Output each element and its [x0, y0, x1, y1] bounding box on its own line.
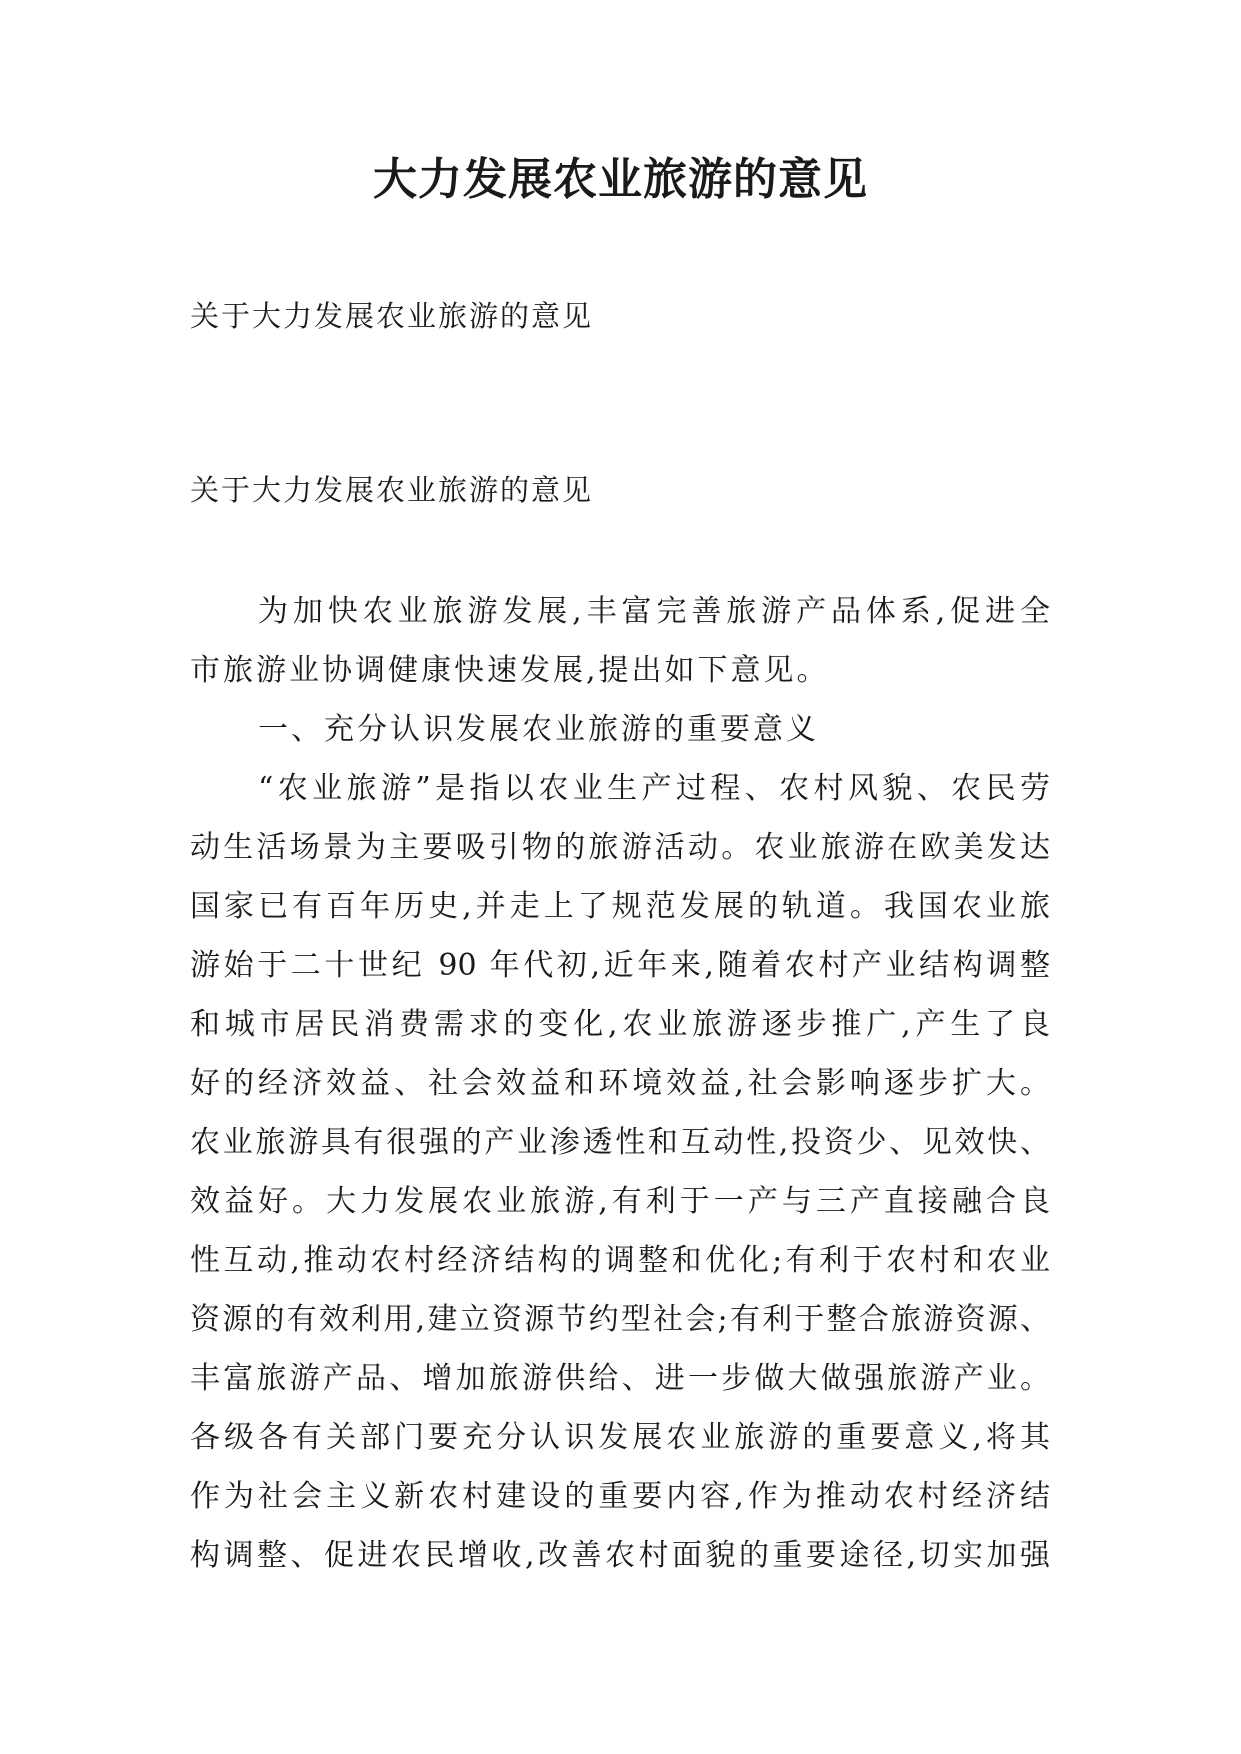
paragraph-line: 各级各有关部门要充分认识发展农业旅游的重要意义,将其 [190, 1420, 1050, 1455]
document-subtitle-1: 关于大力发展农业旅游的意见 [190, 299, 594, 333]
paragraph-line: 农业旅游具有很强的产业渗透性和互动性,投资少、见效快、 [190, 1125, 1050, 1160]
document-subtitle-2: 关于大力发展农业旅游的意见 [190, 473, 594, 507]
paragraph-line: 效益好。大力发展农业旅游,有利于一产与三产直接融合良 [190, 1184, 1050, 1219]
document-title: 大力发展农业旅游的意见 [373, 154, 868, 205]
document-body [190, 582, 1050, 1585]
paragraph-line: 丰富旅游产品、增加旅游供给、进一步做大做强旅游产业。 [190, 1361, 1050, 1396]
paragraph-line: “农业旅游”是指以农业生产过程、农村风貌、农民劳 [258, 771, 1050, 806]
paragraph-line: 资源的有效利用,建立资源节约型社会;有利于整合旅游资源、 [190, 1302, 1050, 1337]
paragraph-line: 游始于二十世纪 90 年代初,近年来,随着农村产业结构调整 [190, 948, 1050, 983]
paragraph-line: 动生活场景为主要吸引物的旅游活动。农业旅游在欧美发达 [190, 830, 1050, 865]
section-heading: 一、充分认识发展农业旅游的重要意义 [258, 712, 819, 747]
paragraph-line: 构调整、促进农民增收,改善农村面貌的重要途径,切实加强 [190, 1538, 1050, 1573]
paragraph-line: 为加快农业旅游发展,丰富完善旅游产品体系,促进全 [258, 594, 1050, 629]
paragraph-line: 作为社会主义新农村建设的重要内容,作为推动农村经济结 [190, 1479, 1050, 1514]
paragraph-line: 性互动,推动农村经济结构的调整和优化;有利于农村和农业 [190, 1243, 1050, 1278]
paragraph-line: 好的经济效益、社会效益和环境效益,社会影响逐步扩大。 [190, 1066, 1050, 1101]
paragraph-line: 和城市居民消费需求的变化,农业旅游逐步推广,产生了良 [190, 1007, 1050, 1042]
paragraph-line: 市旅游业协调健康快速发展,提出如下意见。 [190, 653, 830, 688]
paragraph-line: 国家已有百年历史,并走上了规范发展的轨道。我国农业旅 [190, 889, 1050, 924]
